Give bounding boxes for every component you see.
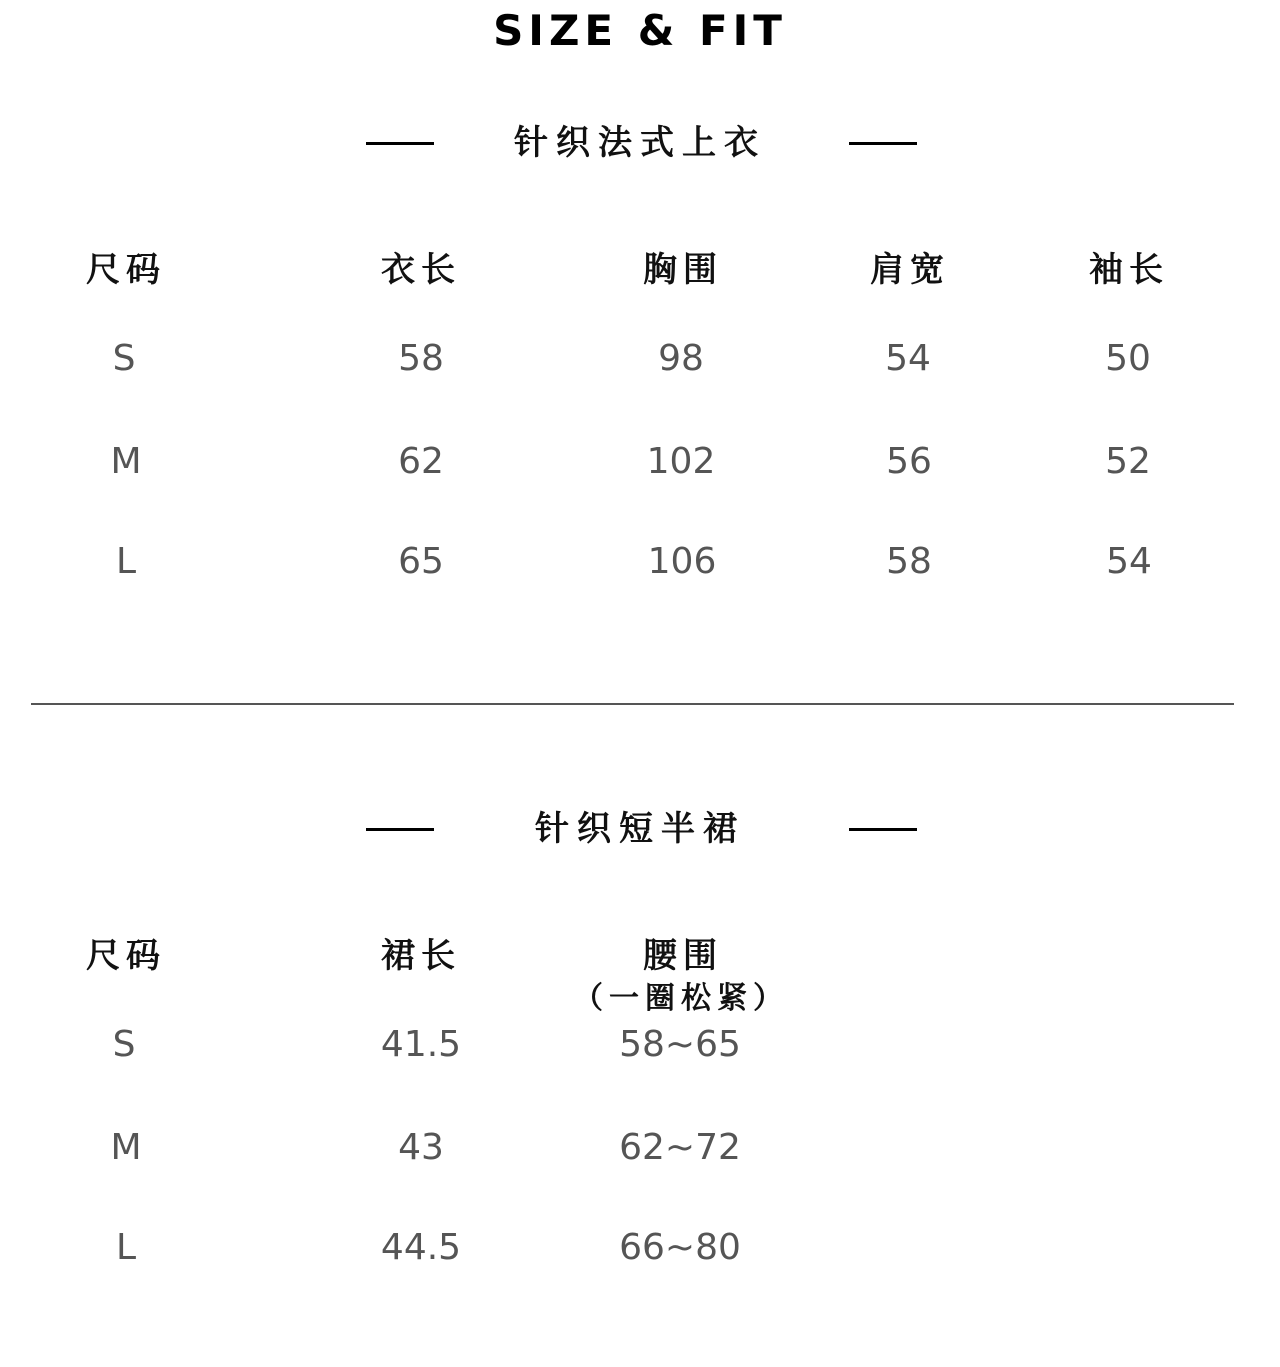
table-cell: 106 bbox=[647, 541, 717, 582]
header-waist-note: （一圈松紧） bbox=[573, 981, 789, 1016]
table-cell: 66~80 bbox=[619, 1227, 741, 1268]
top-section-title-row bbox=[0, 123, 1280, 163]
table-cell: 58 bbox=[398, 338, 444, 379]
header-size: 尺码 bbox=[86, 250, 166, 290]
table-cell: 41.5 bbox=[380, 1024, 462, 1065]
table-cell: 43 bbox=[398, 1127, 444, 1168]
table-cell: 65 bbox=[398, 541, 444, 582]
section-divider bbox=[31, 703, 1234, 705]
title-dash-right bbox=[849, 828, 917, 831]
page-title: SIZE & FIT bbox=[493, 6, 787, 55]
table-cell: L bbox=[115, 541, 137, 582]
table-cell: 50 bbox=[1105, 338, 1151, 379]
table-cell: 58~65 bbox=[619, 1024, 741, 1065]
top-section-title: 针织法式上衣 bbox=[514, 123, 766, 163]
table-cell: 44.5 bbox=[380, 1227, 462, 1268]
table-cell: M bbox=[110, 441, 142, 482]
header-waist: 腰围 bbox=[643, 936, 723, 976]
table-cell: 54 bbox=[885, 338, 931, 379]
table-cell: 56 bbox=[886, 441, 932, 482]
header-chest: 胸围 bbox=[643, 250, 723, 290]
skirt-section-title-row bbox=[0, 809, 1280, 849]
header-shoulder: 肩宽 bbox=[870, 250, 950, 290]
table-cell: S bbox=[112, 1024, 136, 1065]
table-cell: 62 bbox=[398, 441, 444, 482]
table-cell: M bbox=[110, 1127, 142, 1168]
table-cell: 54 bbox=[1106, 541, 1152, 582]
header-size: 尺码 bbox=[86, 936, 166, 976]
header-skirt-length: 裙长 bbox=[381, 936, 461, 976]
skirt-section-title: 针织短半裙 bbox=[535, 809, 745, 849]
table-cell: 62~72 bbox=[619, 1127, 741, 1168]
table-cell: 98 bbox=[658, 338, 704, 379]
table-cell: S bbox=[112, 338, 136, 379]
header-sleeve: 袖长 bbox=[1089, 250, 1169, 290]
table-cell: 102 bbox=[646, 441, 716, 482]
header-length: 衣长 bbox=[381, 250, 461, 290]
table-cell: 52 bbox=[1105, 441, 1151, 482]
table-cell: L bbox=[115, 1227, 137, 1268]
table-cell: 58 bbox=[886, 541, 932, 582]
title-dash-right bbox=[849, 142, 917, 145]
